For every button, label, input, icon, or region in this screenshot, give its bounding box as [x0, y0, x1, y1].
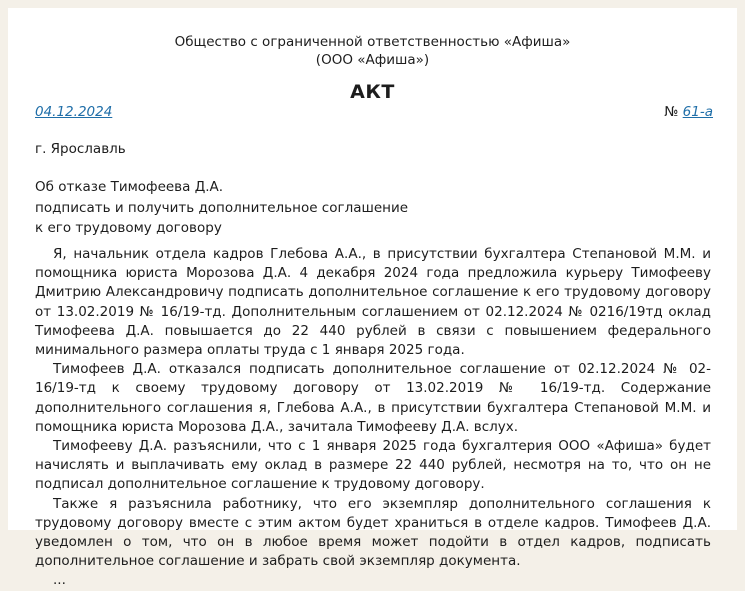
number-value: 61-а: [682, 104, 713, 120]
subject-line: подписать и получить дополнительное соглашение: [35, 199, 409, 216]
document-body: [35, 245, 711, 591]
document-city: г. Ярославль: [35, 141, 126, 157]
body-paragraph: Тимофеев Д.А. отказался подписать дополнительное соглашение от 02.12.2024 № 02-16/19-тд к своему трудовому договору от 13.02.2019 № 16/19-тд. Содержание дополнительного соглашения я, Глебова А.А., в присутствии бухгалтера Степановой М.М. и помощника юриста Морозова Д.А., зачитала Тимофееву Д.А. вслух.: [35, 361, 711, 435]
ellipsis: ...: [53, 572, 66, 589]
document-number: [664, 104, 713, 120]
document-date: 04.12.2024: [35, 104, 113, 120]
document-subject: [35, 177, 408, 239]
body-paragraph: Тимофееву Д.А. разъяснили, что с 1 января 2025 года бухгалтерия ООО «Афиша» будет начислять и выплачивать ему оклад в размере 22 440 рублей, несмотря на то, что он не подписал дополнительное соглашение к трудовому договору.: [35, 438, 711, 493]
organization-header: [0, 33, 745, 69]
subject-line: к его трудовому договору: [35, 220, 222, 236]
organization-short-name: (ООО «Афиша»): [315, 52, 430, 68]
subject-line: Об отказе Тимофеева Д.А.: [35, 179, 224, 195]
number-sign: №: [664, 104, 679, 120]
organization-name: Общество с ограниченной ответственностью «Афиша»: [174, 34, 571, 50]
document-title: АКТ: [350, 81, 395, 103]
body-paragraph: Также я разъяснила работнику, что его экземпляр дополнительного соглашения к трудовому договору вместе с этим актом будет храниться в отделе кадров. Тимофеев Д.А. уведомлен о том, что он в любое время может подойти в отдел кадров, подписать дополнительное соглашение и забрать свой экземпляр документа.: [35, 495, 711, 570]
body-paragraph: Я, начальник отдела кадров Глебова А.А., в присутствии бухгалтера Степановой М.М. и помощника юриста Морозова Д.А. 4 декабря 2024 года предложила курьеру Тимофееву Дмитрию Александровичу подписать дополнительное соглашение к его трудовому договору от 13.02.2019 № 16/19-тд. Дополнительным соглашением от 02.12.2024 № 0216/19тд оклад Тимофеева Д.А. повышается до 22 440 рублей в связи с повышением федерального минимального размера оплаты труда с 1 января 2025 года.: [35, 246, 711, 359]
